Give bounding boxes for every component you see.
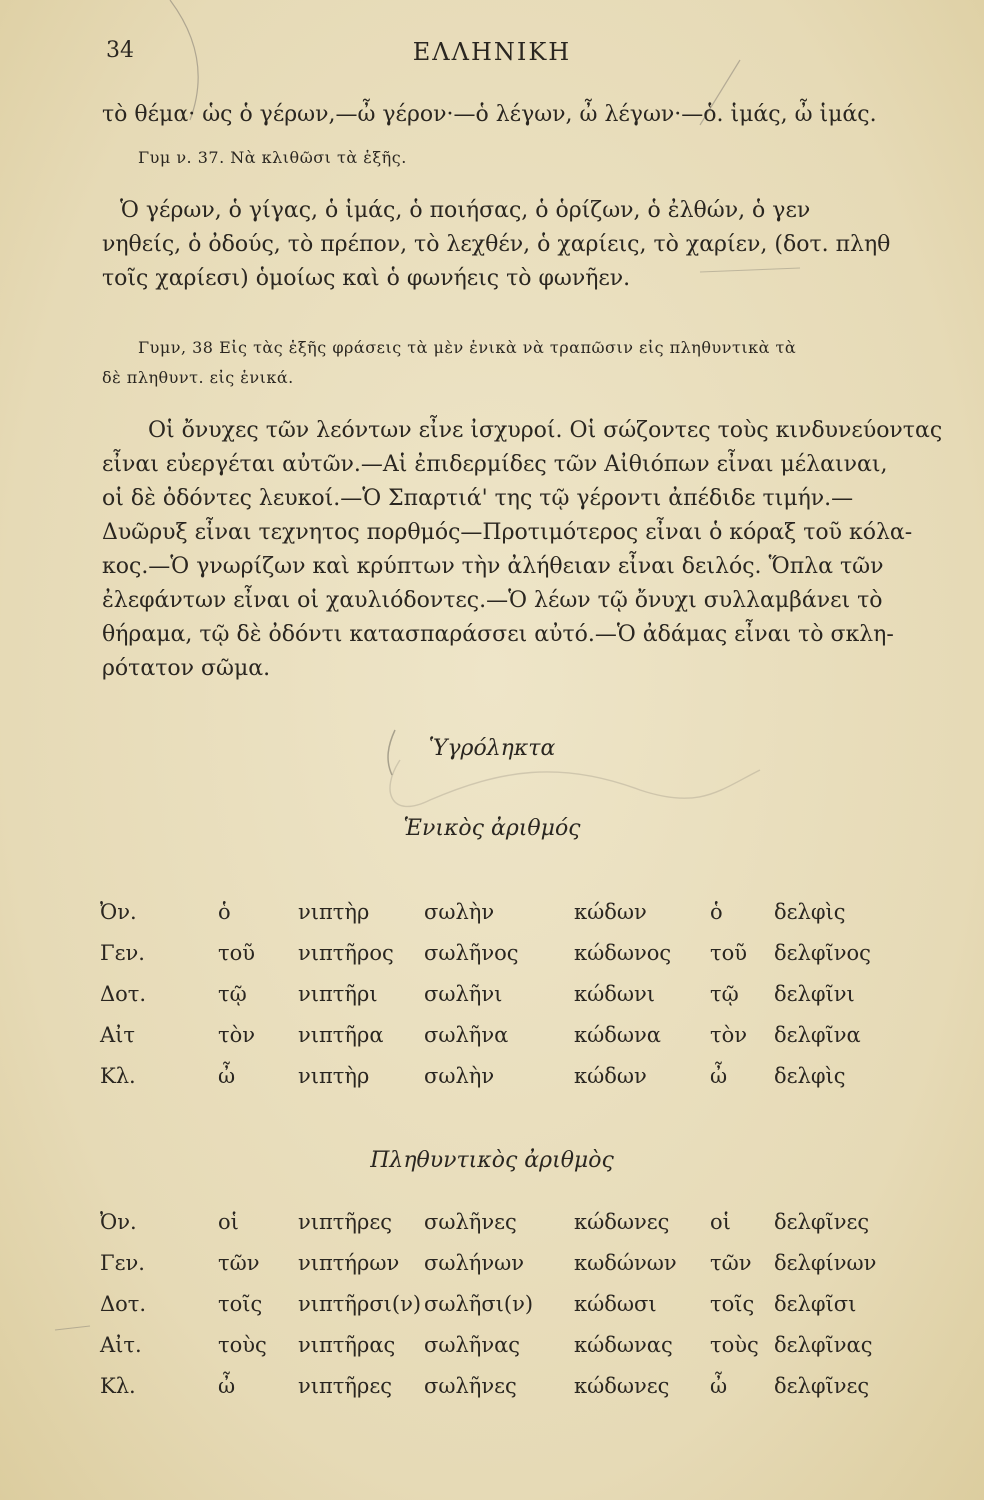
noun-delfis: δελφὶς: [774, 900, 846, 924]
noun-niptir: νιπτῆρα: [298, 1023, 384, 1047]
table-row: [100, 1023, 884, 1064]
noun-delfis: δελφῖνες: [774, 1210, 870, 1234]
paragraph-2-line: Δυῶρυξ εἶναι τεχνητος πορθμός—Προτιμότερος εἶναι ὁ κόραξ τοῦ κόλα-: [102, 520, 913, 545]
line-text: τὸ θέμα· ὡς ὁ γέρων,—ὦ γέρον·—ὁ λέγων, ὦ λέγων·—ὁ. ἱμάς, ὦ ἱμάς.: [102, 102, 877, 127]
noun-niptir: νιπτὴρ: [298, 900, 370, 924]
noun-kodon: κώδωνες: [574, 1210, 670, 1234]
table-row: [100, 982, 884, 1023]
running-title: ΕΛΛΗΝΙΚΗ: [412, 38, 572, 66]
article: ὦ: [710, 1064, 728, 1088]
article: ὦ: [218, 1064, 236, 1088]
exercise-38-line: δὲ πληθυντ. εἰς ἑνικά.: [102, 368, 294, 387]
article: τὸν: [710, 1023, 748, 1047]
singular-declension-table: [100, 900, 884, 1105]
table-row: [100, 1064, 884, 1105]
article: τῷ: [218, 982, 247, 1006]
article: ὁ: [710, 900, 723, 924]
article: τοῖς: [218, 1292, 263, 1316]
noun-delfis: δελφὶς: [774, 1064, 846, 1088]
exercise-37: [102, 150, 950, 166]
article: τοὺς: [218, 1333, 267, 1357]
noun-delfis: δελφῖνα: [774, 1023, 861, 1047]
case-label: Γεν.: [100, 1251, 145, 1275]
noun-niptir: νιπτήρων: [298, 1251, 400, 1275]
noun-niptir: νιπτῆρες: [298, 1210, 392, 1234]
noun-delfis: δελφῖνος: [774, 941, 871, 965]
noun-solin: σωλῆνι: [424, 982, 503, 1006]
paragraph-2-line: Οἱ ὄνυχες τῶν λεόντων εἶνε ἰσχυροί. Οἱ σώζοντες τοὺς κινδυνεύοντας: [148, 418, 943, 443]
exercise-38-line: Εἰς τὰς ἑξῆς φράσεις τὰ μὲν ἑνικὰ νὰ τραπῶσιν εἰς πληθυντικὰ τὰ: [219, 338, 797, 357]
case-label: Ὀν.: [100, 1210, 137, 1234]
noun-solin: σωλὴν: [424, 1064, 495, 1088]
case-label: Κλ.: [100, 1374, 136, 1398]
case-label: Κλ.: [100, 1064, 136, 1088]
article: τῷ: [710, 982, 739, 1006]
noun-kodon: κώδωνος: [574, 941, 672, 965]
paragraph-2-line: εἶναι εὐεργέται αὐτῶν.—Αἱ ἐπιδερμίδες τῶν Αἰθιόπων εἶναι μέλαιναι,: [102, 452, 888, 477]
noun-kodon: κώδων: [574, 1064, 647, 1088]
noun-delfis: δελφῖνι: [774, 982, 855, 1006]
table-row: [100, 1210, 884, 1251]
article: οἱ: [710, 1210, 731, 1234]
exercise-37-label: Γυμ ν. 37.: [138, 148, 225, 167]
noun-kodon: κώδωνες: [574, 1374, 670, 1398]
noun-kodon: κώδωσι: [574, 1292, 657, 1316]
noun-niptir: νιπτῆρες: [298, 1374, 392, 1398]
article: ὦ: [710, 1374, 728, 1398]
text-line-1: [102, 104, 950, 126]
article: ὦ: [218, 1374, 236, 1398]
plural-title: Πληθυντικὸς ἀριθμὸς: [370, 1148, 614, 1173]
noun-niptir: νιπτὴρ: [298, 1064, 370, 1088]
noun-solin: σωλῆνα: [424, 1023, 509, 1047]
noun-niptir: νιπτῆρος: [298, 941, 394, 965]
case-label: Γεν.: [100, 941, 145, 965]
paragraph-2-line: κος.—Ὁ γνωρίζων καὶ κρύπτων τὴν ἀλήθειαν εἶναι δειλός. Ὅπλα τῶν: [102, 554, 884, 579]
pencil-underline: [700, 268, 800, 272]
noun-delfis: δελφῖνες: [774, 1374, 870, 1398]
plural-declension-table: [100, 1210, 884, 1415]
noun-solin: σωλῆσι(ν): [424, 1292, 534, 1316]
noun-delfis: δελφῖνας: [774, 1333, 873, 1357]
section-title: Ὑγρόληκτα: [428, 736, 556, 761]
page-header: [0, 30, 984, 80]
article: τοῖς: [710, 1292, 755, 1316]
article: τοῦ: [218, 941, 256, 965]
paragraph-2-line: ἐλεφάντων εἶναι οἱ χαυλιόδοντες.—Ὁ λέων τῷ ὄνυχι συλλαμβάνει τὸ: [102, 588, 883, 613]
noun-kodon: κώδωνα: [574, 1023, 661, 1047]
noun-solin: σωλῆνος: [424, 941, 519, 965]
case-label: Αἰτ.: [100, 1333, 142, 1357]
table-row: [100, 941, 884, 982]
noun-kodon: κώδωνι: [574, 982, 656, 1006]
article: οἱ: [218, 1210, 239, 1234]
case-label: Δοτ.: [100, 982, 147, 1006]
case-label: Δοτ.: [100, 1292, 147, 1316]
noun-solin: σωλὴν: [424, 900, 495, 924]
noun-kodon: κώδωνας: [574, 1333, 673, 1357]
article: τῶν: [218, 1251, 260, 1275]
noun-niptir: νιπτῆρας: [298, 1333, 396, 1357]
paragraph-2-line: οἱ δὲ ὀδόντες λευκοί.—Ὁ Σπαρτιά' της τῷ γέροντι ἀπέδιδε τιμήν.—: [102, 486, 854, 511]
pencil-margin-tick: [55, 1326, 90, 1330]
paragraph-2-line: θήραμα, τῷ δὲ ὀδόντι κατασπαράσσει αὐτό.—Ὁ ἀδάμας εἶναι τὸ σκλη-: [102, 622, 894, 647]
table-row: [100, 1292, 884, 1333]
case-label: Ὀν.: [100, 900, 137, 924]
article: ὁ: [218, 900, 231, 924]
paragraph-2-line: ρότατον σῶμα.: [102, 656, 271, 681]
pencil-scribble: [390, 760, 760, 806]
table-row: [100, 1333, 884, 1374]
table-row: [100, 900, 884, 941]
paragraph-1-line: Ὁ γέρων, ὁ γίγας, ὁ ἱμάς, ὁ ποιήσας, ὁ ὁρίζων, ὁ ἐλθών, ὁ γεν: [120, 198, 811, 223]
paragraph-1-line: τοῖς χαρίεσι) ὁμοίως καὶ ὁ φωνήεις τὸ φωνῆεν.: [102, 266, 631, 291]
case-label: Αἰτ: [100, 1023, 136, 1047]
noun-solin: σωλῆνας: [424, 1333, 521, 1357]
noun-niptir: νιπτῆρσι(ν): [298, 1292, 422, 1316]
noun-solin: σωλῆνες: [424, 1210, 517, 1234]
noun-kodon: κωδώνων: [574, 1251, 677, 1275]
noun-solin: σωλῆνες: [424, 1374, 517, 1398]
table-row: [100, 1251, 884, 1292]
paragraph-1-line: νηθείς, ὁ ὀδούς, τὸ πρέπον, τὸ λεχθέν, ὁ χαρίεις, τὸ χαρίεν, (δοτ. πληθ: [102, 232, 891, 257]
noun-delfis: δελφίνων: [774, 1251, 877, 1275]
page-number: 34: [106, 38, 134, 63]
noun-solin: σωλήνων: [424, 1251, 525, 1275]
exercise-38-label: Γυμν, 38: [138, 338, 214, 357]
noun-niptir: νιπτῆρι: [298, 982, 378, 1006]
table-row: [100, 1374, 884, 1415]
noun-delfis: δελφῖσι: [774, 1292, 857, 1316]
article: τὸν: [218, 1023, 256, 1047]
exercise-37-text: Νὰ κλιθῶσι τὰ ἑξῆς.: [230, 148, 407, 167]
article: τοὺς: [710, 1333, 759, 1357]
singular-title: Ἑνικὸς ἀριθμός: [403, 816, 581, 841]
article: τῶν: [710, 1251, 752, 1275]
article: τοῦ: [710, 941, 748, 965]
noun-kodon: κώδων: [574, 900, 647, 924]
